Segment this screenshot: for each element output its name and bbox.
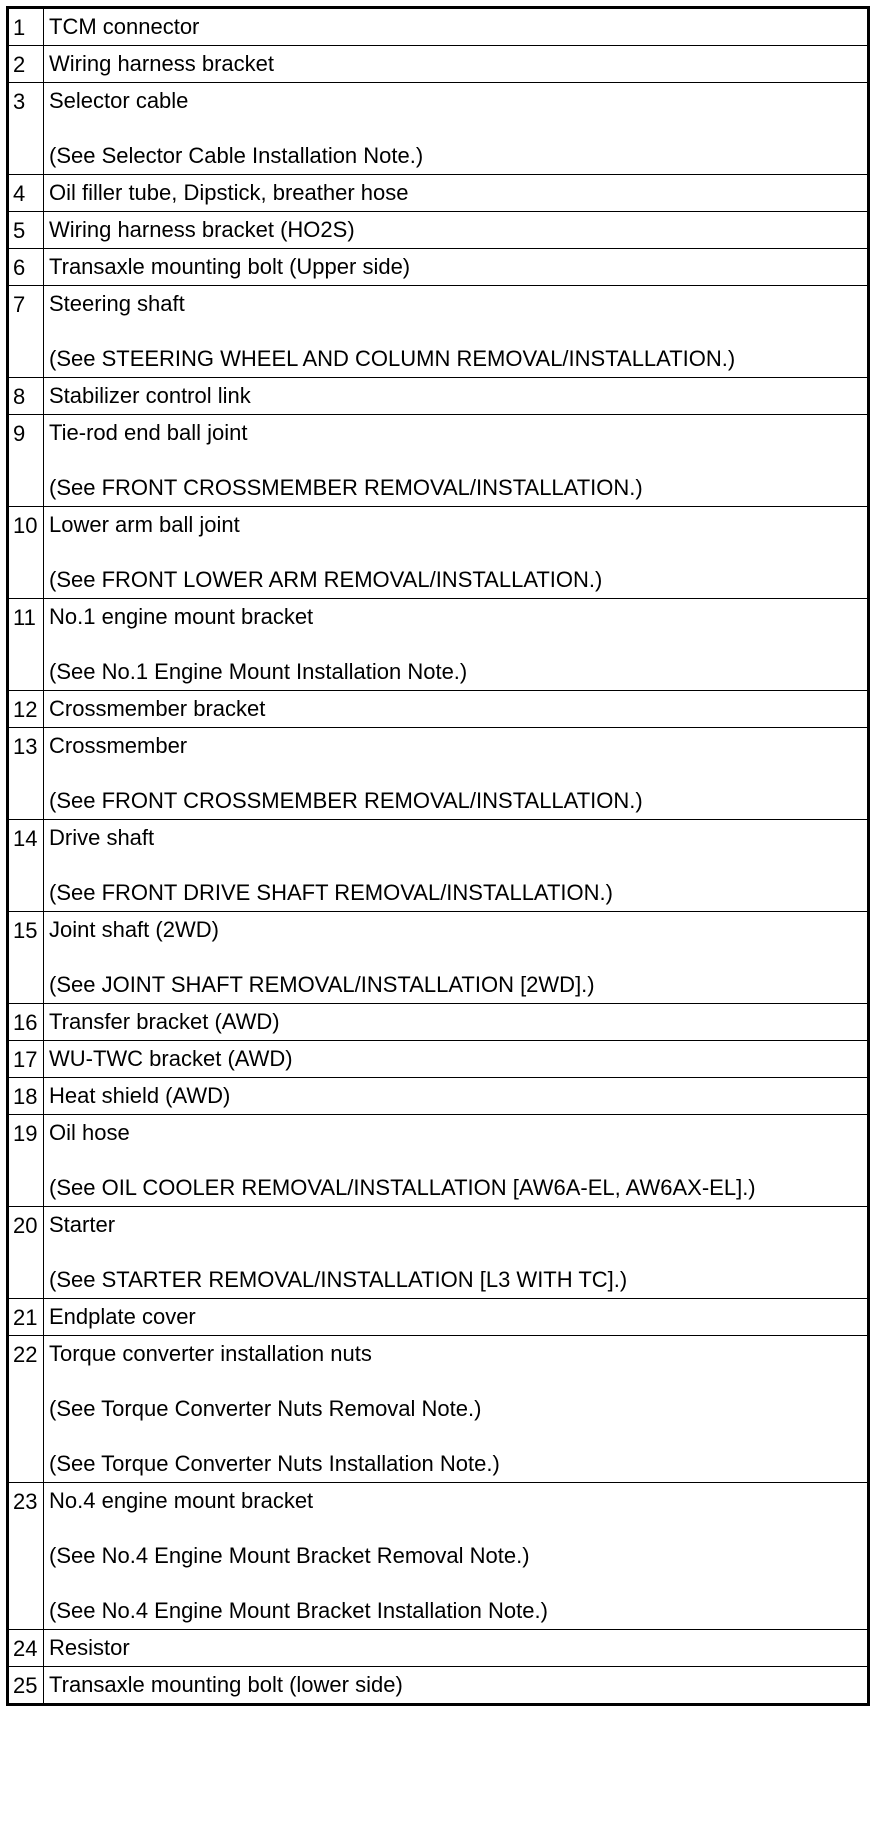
table-row — [8, 415, 869, 507]
item-number: 25 — [8, 1667, 44, 1705]
item-reference-note: (See STARTER REMOVAL/INSTALLATION [L3 WITH TC].) — [49, 1267, 628, 1292]
item-description — [44, 1336, 869, 1483]
item-reference-note: (See STEERING WHEEL AND COLUMN REMOVAL/INSTALLATION.) — [49, 346, 736, 371]
item-reference-note: (See FRONT LOWER ARM REMOVAL/INSTALLATION.) — [49, 567, 603, 592]
item-reference-note: (See No.4 Engine Mount Bracket Removal Note.) — [49, 1543, 530, 1568]
item-number: 8 — [8, 378, 44, 415]
item-number: 5 — [8, 212, 44, 249]
item-name: No.4 engine mount bracket — [49, 1488, 314, 1513]
item-number: 7 — [8, 286, 44, 378]
item-description — [44, 728, 869, 820]
item-name: Crossmember bracket — [49, 696, 266, 721]
item-number: 4 — [8, 175, 44, 212]
item-name: Torque converter installation nuts — [49, 1341, 372, 1366]
item-reference-note: (See No.1 Engine Mount Installation Note.) — [49, 659, 468, 684]
item-description — [44, 1004, 869, 1041]
item-description — [44, 507, 869, 599]
item-name: Steering shaft — [49, 291, 185, 316]
item-number: 17 — [8, 1041, 44, 1078]
table-row — [8, 8, 869, 46]
item-reference-note: (See OIL COOLER REMOVAL/INSTALLATION [AW6A-EL, AW6AX-EL].) — [49, 1175, 756, 1200]
item-description — [44, 1299, 869, 1336]
item-name: Endplate cover — [49, 1304, 196, 1329]
item-description — [44, 249, 869, 286]
item-name: Wiring harness bracket (HO2S) — [49, 217, 355, 242]
item-number: 12 — [8, 691, 44, 728]
parts-table — [6, 6, 870, 1706]
item-name: Wiring harness bracket — [49, 51, 274, 76]
table-row — [8, 1115, 869, 1207]
item-description — [44, 212, 869, 249]
item-description — [44, 599, 869, 691]
item-name: Oil filler tube, Dipstick, breather hose — [49, 180, 409, 205]
item-description — [44, 46, 869, 83]
table-row — [8, 1336, 869, 1483]
item-reference-note: (See FRONT CROSSMEMBER REMOVAL/INSTALLATION.) — [49, 788, 643, 813]
table-row — [8, 1483, 869, 1630]
table-row — [8, 46, 869, 83]
table-row — [8, 507, 869, 599]
item-name: Transfer bracket (AWD) — [49, 1009, 280, 1034]
item-reference-note: (See Selector Cable Installation Note.) — [49, 143, 424, 168]
item-description — [44, 1207, 869, 1299]
item-number: 6 — [8, 249, 44, 286]
item-number: 13 — [8, 728, 44, 820]
item-number: 19 — [8, 1115, 44, 1207]
table-row — [8, 728, 869, 820]
table-row — [8, 1041, 869, 1078]
item-description — [44, 820, 869, 912]
item-description — [44, 175, 869, 212]
item-number: 2 — [8, 46, 44, 83]
item-number: 23 — [8, 1483, 44, 1630]
item-number: 21 — [8, 1299, 44, 1336]
item-name: TCM connector — [49, 14, 200, 39]
table-row — [8, 286, 869, 378]
item-name: Starter — [49, 1212, 116, 1237]
item-name: Stabilizer control link — [49, 383, 251, 408]
item-name: Transaxle mounting bolt (lower side) — [49, 1672, 403, 1697]
item-number: 3 — [8, 83, 44, 175]
table-row — [8, 691, 869, 728]
item-name: Resistor — [49, 1635, 130, 1660]
item-number: 14 — [8, 820, 44, 912]
table-row — [8, 1004, 869, 1041]
item-description — [44, 415, 869, 507]
item-number: 1 — [8, 8, 44, 46]
item-description — [44, 912, 869, 1004]
item-number: 15 — [8, 912, 44, 1004]
item-description — [44, 1630, 869, 1667]
item-reference-note: (See Torque Converter Nuts Installation Note.) — [49, 1451, 500, 1476]
table-row — [8, 1207, 869, 1299]
table-row — [8, 175, 869, 212]
item-number: 10 — [8, 507, 44, 599]
item-name: Oil hose — [49, 1120, 130, 1145]
item-description — [44, 1078, 869, 1115]
item-name: Lower arm ball joint — [49, 512, 240, 537]
item-description — [44, 691, 869, 728]
item-reference-note: (See Torque Converter Nuts Removal Note.) — [49, 1396, 482, 1421]
item-description — [44, 1115, 869, 1207]
item-name: WU-TWC bracket (AWD) — [49, 1046, 293, 1071]
parts-table-container — [6, 6, 870, 1706]
item-name: Transaxle mounting bolt (Upper side) — [49, 254, 411, 279]
parts-table-body — [8, 8, 869, 1705]
item-reference-note: (See No.4 Engine Mount Bracket Installation Note.) — [49, 1598, 548, 1623]
table-row — [8, 1667, 869, 1705]
item-number: 18 — [8, 1078, 44, 1115]
table-row — [8, 249, 869, 286]
table-row — [8, 1299, 869, 1336]
table-row — [8, 83, 869, 175]
item-reference-note: (See JOINT SHAFT REMOVAL/INSTALLATION [2WD].) — [49, 972, 595, 997]
item-description — [44, 1667, 869, 1705]
item-number: 20 — [8, 1207, 44, 1299]
item-reference-note: (See FRONT DRIVE SHAFT REMOVAL/INSTALLATION.) — [49, 880, 613, 905]
table-row — [8, 599, 869, 691]
table-row — [8, 1078, 869, 1115]
item-name: No.1 engine mount bracket — [49, 604, 314, 629]
item-name: Heat shield (AWD) — [49, 1083, 231, 1108]
item-reference-note: (See FRONT CROSSMEMBER REMOVAL/INSTALLATION.) — [49, 475, 643, 500]
table-row — [8, 912, 869, 1004]
item-name: Joint shaft (2WD) — [49, 917, 219, 942]
item-number: 16 — [8, 1004, 44, 1041]
item-name: Selector cable — [49, 88, 189, 113]
item-number: 24 — [8, 1630, 44, 1667]
item-name: Tie-rod end ball joint — [49, 420, 248, 445]
item-number: 11 — [8, 599, 44, 691]
table-row — [8, 820, 869, 912]
item-description — [44, 8, 869, 46]
item-name: Drive shaft — [49, 825, 155, 850]
item-description — [44, 83, 869, 175]
item-description — [44, 286, 869, 378]
item-description — [44, 1483, 869, 1630]
item-number: 9 — [8, 415, 44, 507]
item-number: 22 — [8, 1336, 44, 1483]
item-description — [44, 378, 869, 415]
table-row — [8, 212, 869, 249]
table-row — [8, 378, 869, 415]
item-description — [44, 1041, 869, 1078]
table-row — [8, 1630, 869, 1667]
item-name: Crossmember — [49, 733, 188, 758]
